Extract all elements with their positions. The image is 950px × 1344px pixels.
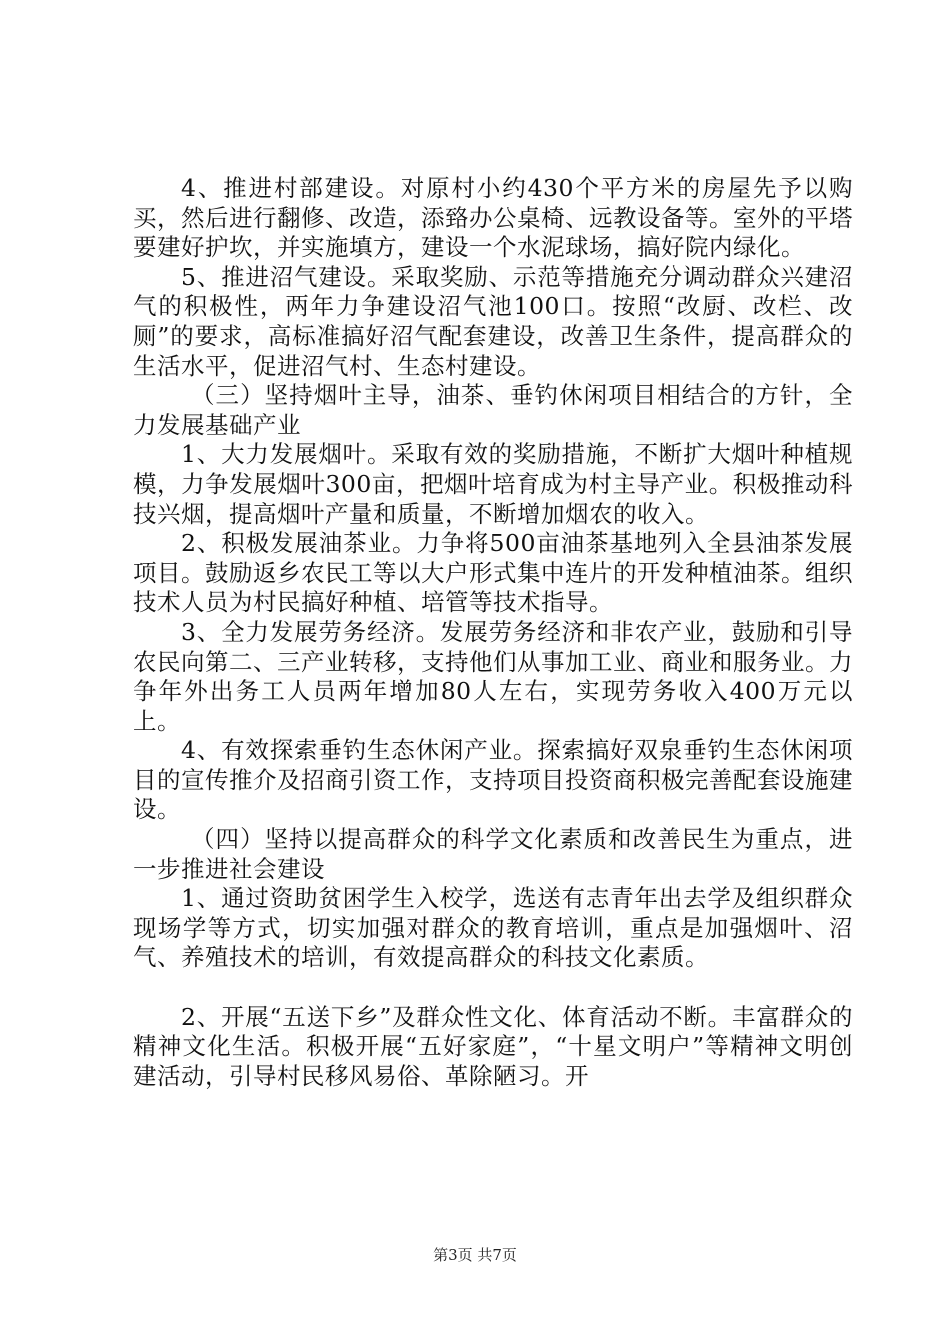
paragraph-culture: 2、开展“五送下乡”及群众性文化、体育活动不断。丰富群众的精神文化生活。积极开展“五好家庭”，“十星文明户”等精神文明创建活动，引导村民移风易俗、革除陋习。开	[133, 1002, 853, 1090]
paragraph-labor-economy: 3、全力发展劳务经济。发展劳务经济和非农产业，鼓励和引导农民向第二、三产业转移，支持他们从事加工业、商业和服务业。力争年外出务工人员两年增加80人左右，实现劳务收入400万元以上。	[133, 617, 853, 735]
paragraph-biogas: 5、推进沼气建设。采取奖励、示范等措施充分调动群众兴建沼气的积极性，两年力争建设沼气池100口。按照“改厨、改栏、改厕”的要求，高标准搞好沼气配套建设，改善卫生条件，提高群众的生活水平，促进沼气村、生态村建设。	[133, 262, 853, 380]
document-body	[133, 174, 853, 1091]
paragraph-tobacco: 1、大力发展烟叶。采取有效的奖励措施，不断扩大烟叶种植规模，力争发展烟叶300亩，把烟叶培育成为村主导产业。积极推动科技兴烟，提高烟叶产量和质量，不断增加烟农的收入。	[133, 440, 853, 528]
section-heading-industry: （三）坚持烟叶主导，油茶、垂钓休闲项目相结合的方针，全力发展基础产业	[133, 381, 853, 439]
paragraph-education: 1、通过资助贫困学生入校学，选送有志青年出去学及组织群众现场学等方式，切实加强对群众的教育培训，重点是加强烟叶、沼气、养殖技术的培训，有效提高群众的科技文化素质。	[133, 884, 853, 972]
paragraph-fishing-leisure: 4、有效探索垂钓生态休闲产业。探索搞好双泉垂钓生态休闲项目的宣传推介及招商引资工作，支持项目投资商积极完善配套设施建设。	[133, 736, 853, 824]
paragraph-village-office: 4、推进村部建设。对原村小约430个平方米的房屋先予以购买，然后进行翻修、改造，添臵办公桌椅、远教设备等。室外的平塔要建好护坎，并实施填方，建设一个水泥球场，搞好院内绿化。	[133, 174, 853, 262]
paragraph-oil-tea: 2、积极发展油茶业。力争将500亩油茶基地列入全县油茶发展项目。鼓励返乡农民工等以大户形式集中连片的开发种植油茶。组织技术人员为村民搞好种植、培管等技术指导。	[133, 529, 853, 617]
page-footer: 第3页 共7页	[433, 1246, 517, 1264]
section-heading-social: （四）坚持以提高群众的科学文化素质和改善民生为重点，进一步推进社会建设	[133, 825, 853, 883]
